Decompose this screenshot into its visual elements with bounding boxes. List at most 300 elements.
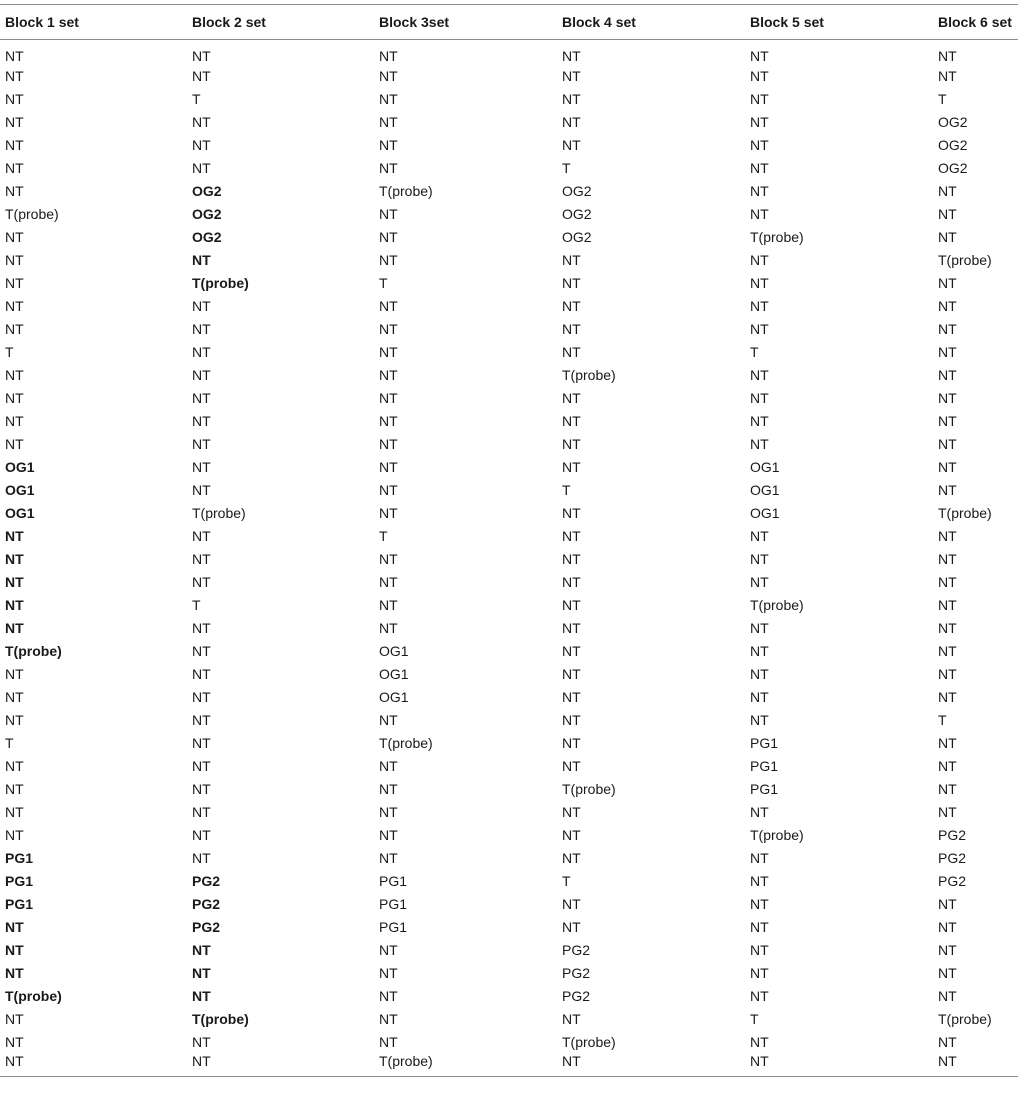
- table-cell-block-6: NT: [938, 941, 957, 958]
- table-cell-block-5: NT: [750, 90, 769, 107]
- table-cell-block-2: NT: [192, 550, 211, 567]
- table-cell-block-1: NT: [5, 688, 24, 705]
- table-cell-block-6: NT: [938, 389, 957, 406]
- table-row: [0, 1053, 1018, 1076]
- table-cell-block-3: NT: [379, 251, 398, 268]
- table-cell-block-1: PG1: [5, 895, 34, 912]
- table-cell-block-1: NT: [5, 803, 24, 820]
- table-cell-block-3: NT: [379, 435, 398, 452]
- table-cell-block-2: NT: [192, 389, 211, 406]
- table-cell-block-3: OG1: [379, 665, 409, 682]
- table-cell-block-3: NT: [379, 412, 398, 429]
- table-cell-block-4: T: [562, 159, 571, 176]
- table-cell-block-6: NT: [938, 665, 957, 682]
- table-row: [0, 87, 1018, 110]
- table-cell-block-3: OG1: [379, 642, 409, 659]
- table-cell-block-1: T: [5, 343, 14, 360]
- table-row: [0, 616, 1018, 639]
- table-cell-block-3: T(probe): [379, 734, 433, 751]
- table-cell-block-3: NT: [379, 159, 398, 176]
- table-cell-block-2: NT: [192, 780, 211, 797]
- table-cell-block-3: NT: [379, 136, 398, 153]
- table-cell-block-1: NT: [0, 1053, 187, 1076]
- table-cell-block-6: T(probe): [938, 1010, 992, 1027]
- table-cell-block-5: NT: [750, 941, 769, 958]
- table-cell-block-5: OG1: [750, 458, 780, 475]
- table-cell-block-2: OG2: [192, 205, 222, 222]
- table-cell-block-6: NT: [938, 734, 957, 751]
- table-row: [0, 225, 1018, 248]
- header-row: [0, 5, 1018, 40]
- table-cell-block-6: NT: [938, 412, 957, 429]
- table-cell-block-6: NT: [938, 987, 957, 1004]
- table-header: [0, 5, 1018, 40]
- table-cell-block-2: NT: [192, 734, 211, 751]
- block-sets-table: [0, 4, 1018, 1077]
- table-cell-block-1: NT: [5, 67, 24, 84]
- table-row: [0, 432, 1018, 455]
- table-cell-block-2: NT: [192, 619, 211, 636]
- table-cell-block-3: NT: [379, 48, 398, 64]
- table-cell-block-1: NT: [5, 918, 24, 935]
- table-cell-block-6: NT: [938, 205, 957, 222]
- table-cell-block-3: NT: [379, 596, 398, 613]
- table-cell-block-1: NT: [5, 274, 24, 291]
- table-cell-block-2: T(probe): [192, 504, 246, 521]
- table-cell-block-1: T(probe): [5, 205, 59, 222]
- table-cell-block-4: NT: [562, 297, 581, 314]
- table-cell-block-5: NT: [750, 1033, 769, 1050]
- table-row: [0, 110, 1018, 133]
- table-cell-block-1: NT: [5, 251, 24, 268]
- table-cell-block-1: NT: [5, 113, 24, 130]
- table-cell-block-3: NT: [379, 573, 398, 590]
- table-cell-block-5: NT: [750, 67, 769, 84]
- table-cell-block-1: NT: [5, 941, 24, 958]
- table-row: [0, 156, 1018, 179]
- table-cell-block-6: NT: [938, 964, 957, 981]
- table-cell-block-6: NT: [938, 182, 957, 199]
- table-cell-block-2: NT: [192, 665, 211, 682]
- table-cell-block-3: PG1: [379, 895, 408, 912]
- header-block-2: Block 2 set: [187, 5, 374, 40]
- table-cell-block-1: NT: [5, 389, 24, 406]
- table-cell-block-4: NT: [562, 849, 581, 866]
- table-cell-block-4: NT: [562, 688, 581, 705]
- table-row: [0, 823, 1018, 846]
- table-cell-block-6: NT: [938, 297, 957, 314]
- table-cell-block-5: NT: [750, 435, 769, 452]
- table-cell-block-3: NT: [379, 619, 398, 636]
- table-cell-block-3: NT: [379, 205, 398, 222]
- table-cell-block-4: PG2: [562, 941, 591, 958]
- table-cell-block-3: NT: [379, 504, 398, 521]
- table-cell-block-6: NT: [938, 320, 957, 337]
- table-cell-block-2: NT: [192, 458, 211, 475]
- table-cell-block-5: NT: [750, 711, 769, 728]
- table-cell-block-6: OG2: [938, 113, 968, 130]
- table-cell-block-2: NT: [187, 1053, 374, 1076]
- table-cell-block-1: OG1: [5, 481, 35, 498]
- table-cell-block-4: NT: [562, 665, 581, 682]
- table-cell-block-5: T(probe): [750, 228, 804, 245]
- table-cell-block-2: T(probe): [192, 1010, 249, 1027]
- table-cell-block-4: NT: [562, 458, 581, 475]
- table-cell-block-5: NT: [750, 550, 769, 567]
- table-cell-block-6: NT: [938, 918, 957, 935]
- table-cell-block-4: NT: [562, 67, 581, 84]
- table-cell-block-2: NT: [192, 573, 211, 590]
- table-cell-block-6: NT: [938, 596, 957, 613]
- table-cell-block-1: NT: [5, 964, 24, 981]
- table-row: [0, 570, 1018, 593]
- table-row: [0, 961, 1018, 984]
- table-cell-block-6: NT: [938, 1033, 957, 1050]
- table-cell-block-3: T: [379, 274, 388, 291]
- table-cell-block-5: NT: [750, 113, 769, 130]
- table-cell-block-4: NT: [562, 48, 581, 64]
- table-cell-block-2: NT: [192, 711, 211, 728]
- table-cell-block-1: NT: [5, 159, 24, 176]
- table-cell-block-4: NT: [562, 412, 581, 429]
- table-cell-block-5: T(probe): [750, 826, 804, 843]
- table-cell-block-4: NT: [562, 757, 581, 774]
- table-cell-block-4: NT: [562, 343, 581, 360]
- table-cell-block-6: PG2: [938, 849, 967, 866]
- table-cell-block-6: T(probe): [938, 504, 992, 521]
- table-cell-block-5: NT: [750, 964, 769, 981]
- table-cell-block-3: NT: [379, 389, 398, 406]
- table-cell-block-2: NT: [192, 941, 211, 958]
- table-cell-block-2: NT: [192, 435, 211, 452]
- table-cell-block-1: OG1: [5, 504, 35, 521]
- table-cell-block-4: NT: [562, 274, 581, 291]
- table-cell-block-3: NT: [379, 1033, 398, 1050]
- table-cell-block-2: OG2: [192, 228, 222, 245]
- table-row: [0, 662, 1018, 685]
- table-cell-block-4: NT: [562, 320, 581, 337]
- table-row: [0, 317, 1018, 340]
- table-cell-block-1: PG1: [5, 849, 34, 866]
- table-row: [0, 754, 1018, 777]
- table-cell-block-6: T: [938, 90, 947, 107]
- table-cell-block-3: NT: [379, 297, 398, 314]
- table-row: [0, 777, 1018, 800]
- table-cell-block-5: NT: [750, 136, 769, 153]
- table-cell-block-5: NT: [750, 688, 769, 705]
- table-cell-block-6: NT: [933, 1053, 1018, 1076]
- table-cell-block-6: NT: [938, 688, 957, 705]
- table-cell-block-3: NT: [379, 711, 398, 728]
- table-row: [0, 478, 1018, 501]
- table-row: [0, 984, 1018, 1007]
- table-cell-block-6: NT: [938, 67, 957, 84]
- table-cell-block-4: OG2: [562, 205, 592, 222]
- table-cell-block-1: NT: [5, 320, 24, 337]
- table-cell-block-2: NT: [192, 987, 211, 1004]
- table-cell-block-1: T(probe): [5, 987, 62, 1004]
- table-cell-block-1: NT: [5, 665, 24, 682]
- table-cell-block-5: NT: [750, 849, 769, 866]
- table-cell-block-1: NT: [5, 366, 24, 383]
- table-cell-block-1: NT: [5, 182, 24, 199]
- table-cell-block-4: T: [562, 872, 571, 889]
- table-cell-block-1: OG1: [5, 458, 35, 475]
- table-cell-block-2: NT: [192, 251, 211, 268]
- table-cell-block-2: NT: [192, 757, 211, 774]
- table-cell-block-3: NT: [379, 343, 398, 360]
- table-cell-block-5: T: [750, 1010, 759, 1027]
- table-cell-block-6: NT: [938, 803, 957, 820]
- table-cell-block-5: PG1: [750, 757, 779, 774]
- table-cell-block-2: NT: [192, 136, 211, 153]
- table-cell-block-6: NT: [938, 757, 957, 774]
- table-row: [0, 455, 1018, 478]
- table-cell-block-3: NT: [379, 113, 398, 130]
- table-row: [0, 731, 1018, 754]
- table-cell-block-4: NT: [562, 527, 581, 544]
- table-row: [0, 800, 1018, 823]
- table-cell-block-2: NT: [192, 803, 211, 820]
- table-cell-block-3: NT: [379, 481, 398, 498]
- table-cell-block-6: PG2: [938, 872, 967, 889]
- table-cell-block-2: NT: [192, 366, 211, 383]
- table-cell-block-6: NT: [938, 366, 957, 383]
- table-cell-block-4: NT: [562, 389, 581, 406]
- table-cell-block-1: T(probe): [5, 642, 62, 659]
- table-cell-block-4: NT: [557, 1053, 745, 1076]
- table-cell-block-2: PG2: [192, 895, 221, 912]
- table-row: [0, 869, 1018, 892]
- table-cell-block-4: NT: [562, 596, 581, 613]
- table-row: [0, 409, 1018, 432]
- table-cell-block-5: PG1: [750, 734, 779, 751]
- table-cell-block-4: T(probe): [562, 780, 616, 797]
- table-cell-block-2: NT: [192, 343, 211, 360]
- table-cell-block-5: OG1: [750, 481, 780, 498]
- table-cell-block-4: OG2: [562, 182, 592, 199]
- table-cell-block-2: T: [192, 596, 201, 613]
- table-cell-block-4: T(probe): [562, 366, 616, 383]
- table-cell-block-6: NT: [938, 48, 957, 64]
- table-cell-block-4: NT: [562, 504, 581, 521]
- table-cell-block-3: NT: [379, 67, 398, 84]
- table-cell-block-1: NT: [5, 48, 24, 64]
- table-cell-block-2: NT: [192, 849, 211, 866]
- table-cell-block-2: OG2: [192, 182, 222, 199]
- table-cell-block-4: NT: [562, 573, 581, 590]
- table-row: [0, 501, 1018, 524]
- table-row: [0, 271, 1018, 294]
- table-cell-block-4: PG2: [562, 987, 591, 1004]
- table-cell-block-4: T(probe): [562, 1033, 616, 1050]
- table-cell-block-1: NT: [5, 90, 24, 107]
- table-cell-block-1: NT: [5, 527, 24, 544]
- table-cell-block-5: NT: [750, 642, 769, 659]
- table-cell-block-6: NT: [938, 458, 957, 475]
- table-cell-block-4: NT: [562, 550, 581, 567]
- table-cell-block-3: T: [379, 527, 388, 544]
- table-cell-block-1: T: [5, 734, 14, 751]
- table-row: [0, 363, 1018, 386]
- table-cell-block-4: NT: [562, 90, 581, 107]
- table-row: [0, 248, 1018, 271]
- table-row: [0, 294, 1018, 317]
- table-cell-block-2: NT: [192, 67, 211, 84]
- table-cell-block-1: NT: [5, 780, 24, 797]
- table-row: [0, 708, 1018, 731]
- table-cell-block-6: NT: [938, 527, 957, 544]
- table-row: [0, 202, 1018, 225]
- table-cell-block-3: NT: [379, 228, 398, 245]
- table-cell-block-3: T(probe): [374, 1053, 557, 1076]
- table-cell-block-3: NT: [379, 320, 398, 337]
- table-cell-block-5: T(probe): [750, 596, 804, 613]
- table-cell-block-5: NT: [750, 182, 769, 199]
- table-cell-block-5: NT: [750, 389, 769, 406]
- table-row: [0, 524, 1018, 547]
- table-cell-block-3: NT: [379, 757, 398, 774]
- table-row: [0, 133, 1018, 156]
- table-row: [0, 639, 1018, 662]
- table-cell-block-3: NT: [379, 366, 398, 383]
- table-cell-block-1: NT: [5, 228, 24, 245]
- table-cell-block-3: NT: [379, 1010, 398, 1027]
- table-cell-block-2: NT: [192, 964, 211, 981]
- table-cell-block-5: NT: [750, 573, 769, 590]
- table-row: [0, 938, 1018, 961]
- table-cell-block-3: NT: [379, 550, 398, 567]
- table-cell-block-6: NT: [938, 343, 957, 360]
- table-cell-block-3: NT: [379, 826, 398, 843]
- table-row: [0, 40, 1018, 65]
- table-cell-block-3: NT: [379, 90, 398, 107]
- table-cell-block-5: NT: [750, 619, 769, 636]
- table-cell-block-4: NT: [562, 826, 581, 843]
- table-cell-block-1: NT: [5, 757, 24, 774]
- table-cell-block-5: T: [750, 343, 759, 360]
- table-cell-block-4: NT: [562, 251, 581, 268]
- table-cell-block-2: NT: [192, 113, 211, 130]
- table-cell-block-5: NT: [750, 297, 769, 314]
- table-cell-block-5: NT: [750, 987, 769, 1004]
- table-cell-block-4: NT: [562, 918, 581, 935]
- table-cell-block-4: NT: [562, 895, 581, 912]
- table-cell-block-6: NT: [938, 573, 957, 590]
- table-cell-block-1: NT: [5, 136, 24, 153]
- table-cell-block-6: NT: [938, 619, 957, 636]
- table-cell-block-5: NT: [750, 205, 769, 222]
- table-cell-block-4: NT: [562, 803, 581, 820]
- table-cell-block-2: NT: [192, 481, 211, 498]
- table-cell-block-4: NT: [562, 619, 581, 636]
- table-cell-block-4: NT: [562, 113, 581, 130]
- table-cell-block-6: PG2: [938, 826, 967, 843]
- table-cell-block-6: NT: [938, 274, 957, 291]
- table-cell-block-5: NT: [750, 412, 769, 429]
- table-cell-block-5: PG1: [750, 780, 779, 797]
- table-row: [0, 64, 1018, 87]
- table-cell-block-1: NT: [5, 573, 24, 590]
- table-cell-block-2: NT: [192, 826, 211, 843]
- table-cell-block-5: NT: [750, 895, 769, 912]
- table-cell-block-2: PG2: [192, 872, 221, 889]
- table-cell-block-1: NT: [5, 826, 24, 843]
- table-cell-block-5: NT: [750, 48, 769, 64]
- table-cell-block-2: T(probe): [192, 274, 249, 291]
- table-cell-block-4: NT: [562, 642, 581, 659]
- table-cell-block-3: NT: [379, 780, 398, 797]
- table-body: [0, 40, 1018, 1077]
- table-row: [0, 915, 1018, 938]
- table-cell-block-6: NT: [938, 481, 957, 498]
- table-cell-block-4: T: [562, 481, 571, 498]
- table-cell-block-5: NT: [750, 665, 769, 682]
- header-block-3: Block 3set: [374, 5, 557, 40]
- table-row: [0, 892, 1018, 915]
- table-cell-block-6: NT: [938, 550, 957, 567]
- table-cell-block-4: PG2: [562, 964, 591, 981]
- table-cell-block-1: NT: [5, 1033, 24, 1050]
- table-cell-block-3: NT: [379, 849, 398, 866]
- table-cell-block-3: NT: [379, 803, 398, 820]
- table-cell-block-3: NT: [379, 458, 398, 475]
- table-cell-block-6: OG2: [938, 159, 968, 176]
- table-row: [0, 179, 1018, 202]
- table-cell-block-6: NT: [938, 780, 957, 797]
- table-cell-block-4: NT: [562, 136, 581, 153]
- table-cell-block-6: NT: [938, 895, 957, 912]
- table-cell-block-5: NT: [750, 803, 769, 820]
- table-cell-block-5: NT: [750, 251, 769, 268]
- table-cell-block-1: NT: [5, 412, 24, 429]
- table-row: [0, 846, 1018, 869]
- table-cell-block-3: PG1: [379, 918, 408, 935]
- table-cell-block-5: NT: [745, 1053, 933, 1076]
- table-cell-block-6: NT: [938, 228, 957, 245]
- table-cell-block-1: NT: [5, 711, 24, 728]
- table-row: [0, 1007, 1018, 1030]
- table-cell-block-1: NT: [5, 297, 24, 314]
- table-row: [0, 1030, 1018, 1053]
- table-cell-block-3: NT: [379, 964, 398, 981]
- table-cell-block-2: NT: [192, 159, 211, 176]
- header-block-1: Block 1 set: [0, 5, 187, 40]
- table-row: [0, 547, 1018, 570]
- table-cell-block-5: NT: [750, 274, 769, 291]
- table-cell-block-2: NT: [192, 320, 211, 337]
- table-cell-block-2: NT: [192, 297, 211, 314]
- table-cell-block-2: NT: [192, 527, 211, 544]
- table-cell-block-6: NT: [938, 435, 957, 452]
- table-cell-block-4: NT: [562, 711, 581, 728]
- table-cell-block-2: T: [192, 90, 201, 107]
- table-cell-block-1: NT: [5, 1010, 24, 1027]
- table-cell-block-5: NT: [750, 872, 769, 889]
- table-cell-block-4: NT: [562, 435, 581, 452]
- table-cell-block-5: NT: [750, 527, 769, 544]
- table-cell-block-1: NT: [5, 619, 24, 636]
- table-cell-block-6: NT: [938, 642, 957, 659]
- header-block-5: Block 5 set: [745, 5, 933, 40]
- table-cell-block-3: T(probe): [379, 182, 433, 199]
- table-cell-block-1: NT: [5, 435, 24, 452]
- header-block-6: Block 6 set: [933, 5, 1018, 40]
- table-cell-block-1: PG1: [5, 872, 34, 889]
- header-block-4: Block 4 set: [557, 5, 745, 40]
- table-cell-block-3: OG1: [379, 688, 409, 705]
- table-cell-block-3: PG1: [379, 872, 408, 889]
